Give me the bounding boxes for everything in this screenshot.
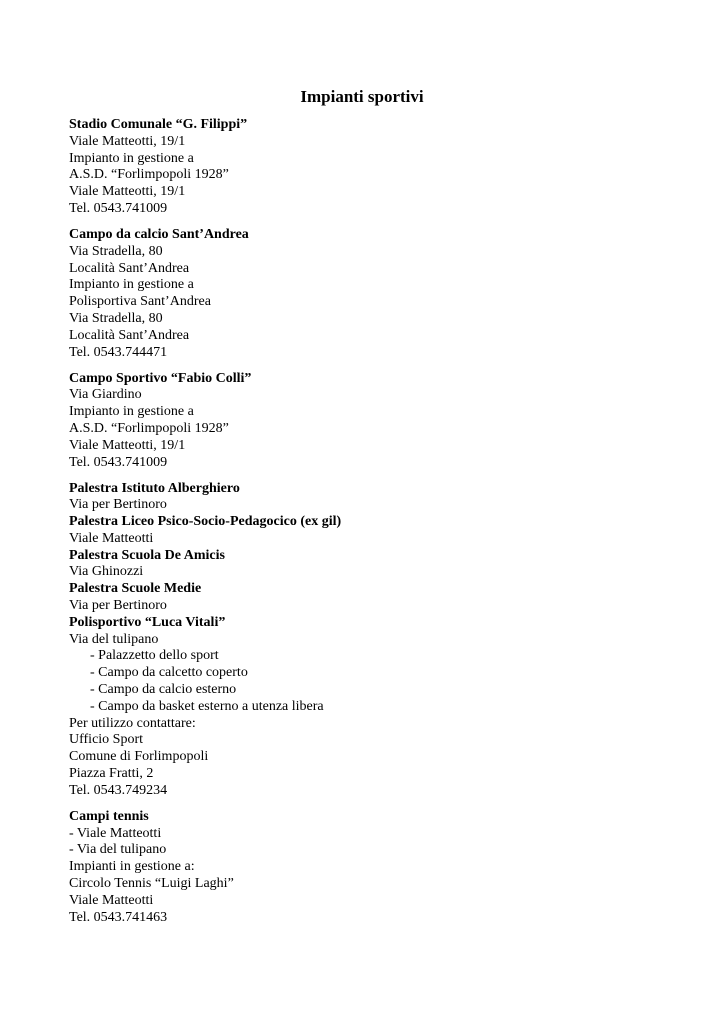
text-line: Impianto in gestione a — [69, 404, 194, 420]
section-heading: Campo da calcio Sant’Andrea — [69, 226, 249, 242]
list-item: - Campo da basket esterno a utenza libera — [90, 698, 324, 714]
section-campi-tennis — [69, 809, 669, 927]
section-heading: Polisportivo “Luca Vitali” — [69, 614, 226, 630]
phone-number: Tel. 0543.744471 — [69, 344, 168, 360]
text-line: Impianti in gestione a: — [69, 859, 195, 875]
section-palestre — [69, 481, 669, 800]
text-line: Comune di Forlimpopoli — [69, 749, 209, 765]
section-heading: Campi tennis — [69, 808, 149, 824]
text-line: Via per Bertinoro — [69, 598, 167, 614]
text-line: Impianto in gestione a — [69, 277, 194, 293]
text-line: Viale Matteotti, 19/1 — [69, 437, 186, 453]
text-line: Polisportiva Sant’Andrea — [69, 294, 211, 310]
text-line: Via del tulipano — [69, 631, 159, 647]
page-title: Impianti sportivi — [300, 87, 424, 106]
phone-number: Tel. 0543.741009 — [69, 200, 168, 216]
text-line: A.S.D. “Forlimpopoli 1928” — [69, 420, 229, 436]
text-line: - Viale Matteotti — [69, 825, 162, 841]
section-heading: Campo Sportivo “Fabio Colli” — [69, 370, 252, 386]
text-line: Impianto in gestione a — [69, 150, 194, 166]
text-line: Viale Matteotti — [69, 530, 154, 546]
text-line: Via Giardino — [69, 387, 142, 403]
section-heading: Palestra Liceo Psico-Socio-Pedagocico (ex gil) — [69, 514, 342, 530]
text-line: Viale Matteotti — [69, 892, 154, 908]
section-stadio-comunale — [69, 117, 669, 218]
section-campo-santandrea — [69, 227, 669, 361]
text-line: Piazza Fratti, 2 — [69, 766, 154, 782]
text-line: Per utilizzo contattare: — [69, 715, 196, 731]
section-heading: Palestra Scuole Medie — [69, 581, 202, 597]
section-heading: Stadio Comunale “G. Filippi” — [69, 117, 248, 132]
list-item: - Campo da calcio esterno — [90, 682, 237, 698]
text-line: Località Sant’Andrea — [69, 327, 190, 343]
text-line: Ufficio Sport — [69, 732, 144, 748]
section-campo-fabio-colli — [69, 371, 669, 472]
text-line: Località Sant’Andrea — [69, 260, 190, 276]
text-line: Viale Matteotti, 19/1 — [69, 184, 186, 200]
phone-number: Tel. 0543.741463 — [69, 909, 168, 925]
text-line: Via Ghinozzi — [69, 564, 144, 580]
text-line: Viale Matteotti, 19/1 — [69, 133, 186, 149]
text-line: Via per Bertinoro — [69, 497, 167, 513]
section-heading: Palestra Scuola De Amicis — [69, 547, 225, 563]
text-line: A.S.D. “Forlimpopoli 1928” — [69, 167, 229, 183]
text-line: Via Stradella, 80 — [69, 243, 163, 259]
list-item: - Campo da calcetto coperto — [90, 665, 248, 681]
text-line: Circolo Tennis “Luigi Laghi” — [69, 876, 234, 892]
list-item: - Palazzetto dello sport — [90, 648, 219, 664]
section-heading: Palestra Istituto Alberghiero — [69, 480, 240, 496]
phone-number: Tel. 0543.749234 — [69, 782, 168, 798]
text-line: - Via del tulipano — [69, 842, 167, 858]
phone-number: Tel. 0543.741009 — [69, 454, 168, 470]
text-line: Via Stradella, 80 — [69, 310, 163, 326]
document-body — [69, 117, 669, 936]
